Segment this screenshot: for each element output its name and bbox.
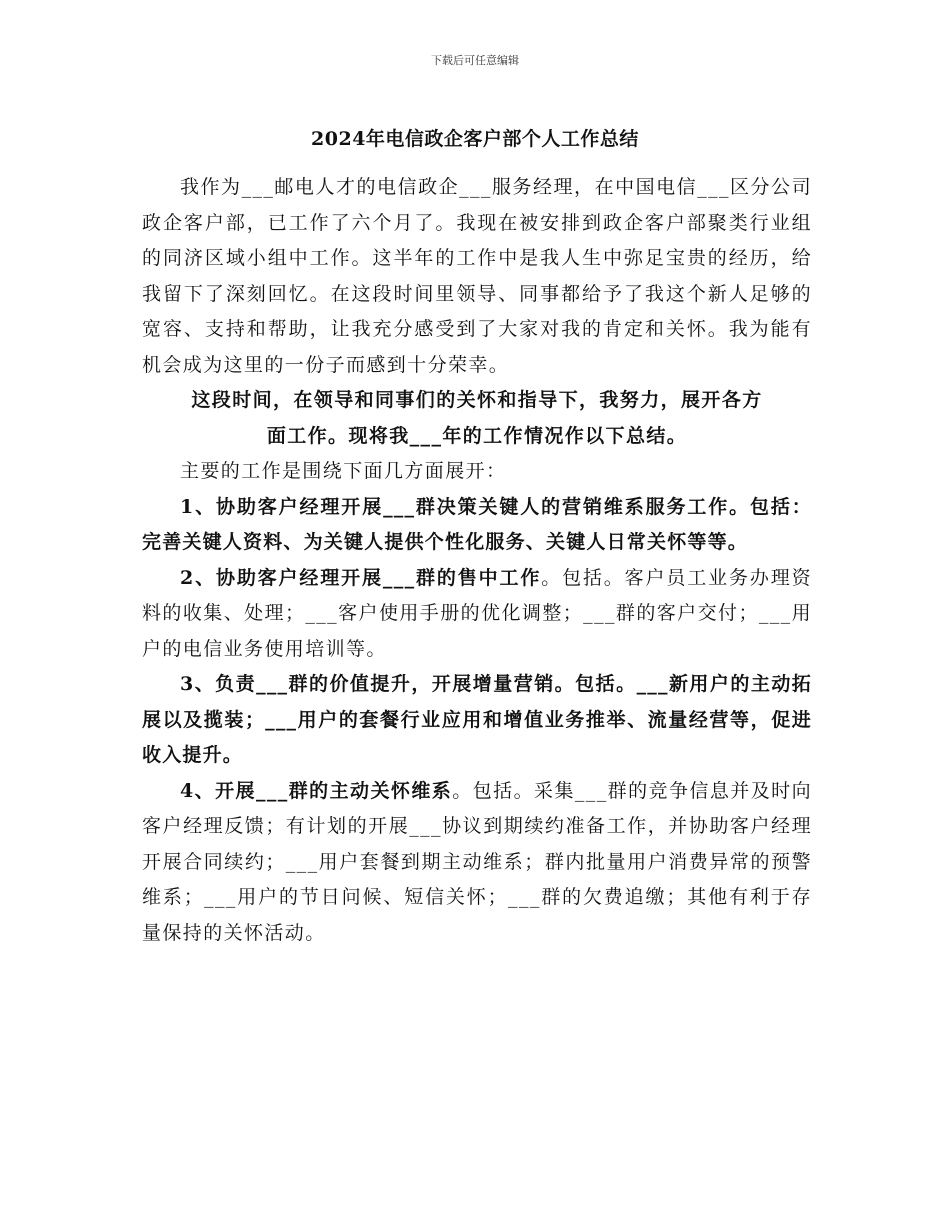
document-title: 2024年电信政企客户部个人工作总结	[311, 128, 639, 150]
item-4-rest: 。包括。采集___群的竞争信息并及时向客户经理反馈；有计划的开展___协议到期续约准备工作，并协助客户经理开展合同续约；___用户套餐到期主动维系；群内批量用户消费异常的预警维系；___用户的节日问候、短信关怀；___群的欠费追缴；其他有利于存量保持的关怀活动。	[142, 779, 812, 944]
main-intro-paragraph: 主要的工作是围绕下面几方面展开：	[180, 460, 507, 482]
item-2-paragraph	[142, 561, 812, 668]
item-1-paragraph: 1、协助客户经理开展___群决策关键人的营销维系服务工作。包括：完善关键人资料、为关键人提供个性化服务、关键人日常关怀等等。	[142, 495, 812, 553]
item-4-paragraph	[142, 774, 812, 952]
intro-paragraph: 我作为___邮电人才的电信政企___服务经理，在中国电信___区分公司政企客户部，已工作了六个月了。我现在被安排到政企客户部聚类行业组的同济区域小组中工作。这半年的工作中是我人生中弥足宝贵的经历，给我留下了深刻回忆。在这段时间里领导、同事都给予了我这个新人足够的宽容、支持和帮助，让我充分感受到了大家对我的肯定和关怀。我为能有机会成为这里的一份子而感到十分荣幸。	[142, 176, 812, 376]
item-3-paragraph: 3、负责___群的价值提升，开展增量营销。包括。___新用户的主动拓展以及揽装；___用户的套餐行业应用和增值业务推举、流量经营等，促进收入提升。	[142, 673, 812, 766]
header-note: 下载后可任意编辑	[431, 54, 519, 67]
item-2-lead: 2、协助客户经理开展___群的售中工作	[180, 566, 542, 589]
summary-line-1: 这段时间，在领导和同事们的关怀和指导下，我努力，展开各方	[191, 389, 763, 411]
summary-line-2: 面工作。现将我___年的工作情况作以下总结。	[266, 424, 688, 447]
item-4-lead: 4、开展___群的主动关怀维系	[180, 779, 453, 802]
item-2-rest: 。包括。客户员工业务办理资料的收集、处理；___客户使用手册的优化调整；___群的客户交付；___用户的电信业务使用培训等。	[142, 566, 812, 660]
document-body	[142, 170, 812, 951]
